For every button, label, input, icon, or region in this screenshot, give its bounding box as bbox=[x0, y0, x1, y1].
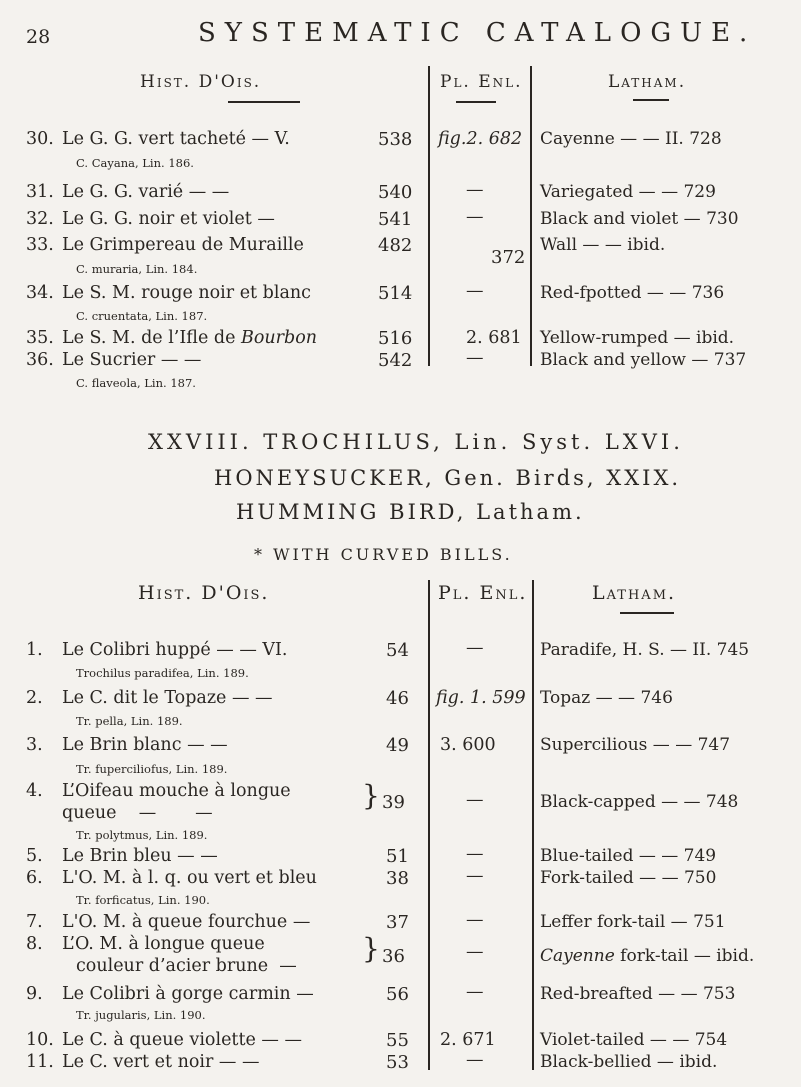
column-divider-2 bbox=[530, 66, 532, 366]
plate-ref: — bbox=[466, 180, 484, 200]
entry-linnaean: Tr. jugularis, Lin. 190. bbox=[76, 1008, 206, 1022]
entry-linnaean: Tr. pella, Lin. 189. bbox=[76, 714, 183, 728]
plate-ref: — bbox=[466, 281, 484, 301]
entry-index: 7. bbox=[26, 912, 43, 932]
latham-entry: Fork-tailed — — 750 bbox=[540, 868, 717, 888]
plate-ref: — bbox=[466, 1050, 484, 1070]
col-header-pl: Pl. Enl. bbox=[438, 582, 528, 604]
entry-number: 56 bbox=[386, 984, 409, 1005]
entry-index: 11. bbox=[26, 1052, 54, 1072]
running-head: SYSTEMATIC CATALOGUE. bbox=[198, 18, 757, 48]
entry-index: 8. bbox=[26, 934, 43, 954]
latham-entry: Red-fpotted — — 736 bbox=[540, 283, 725, 303]
entry-name: Le S. M. rouge noir et blanc bbox=[62, 283, 311, 303]
column-divider-2 bbox=[532, 580, 534, 1070]
entry-number: 53 bbox=[386, 1052, 409, 1073]
entry-number: 516 bbox=[378, 328, 413, 349]
genus-english-title-text: HONEYSUCKER, Gen. Birds, XXIX. bbox=[214, 466, 682, 490]
plate-ref: — bbox=[466, 866, 484, 886]
entry-number: 482 bbox=[378, 235, 413, 256]
entry-index: 32. bbox=[26, 209, 54, 229]
plate-ref: fig. 1. 599 bbox=[436, 688, 526, 708]
col-header-pl: Pl. Enl. bbox=[440, 72, 523, 92]
col-header-latham: Latham. bbox=[592, 582, 677, 604]
entry-name: Le Colibri huppé — — VI. bbox=[62, 640, 288, 660]
latham-entry: Wall — — ibid. bbox=[540, 235, 666, 255]
plate-ref: — bbox=[466, 207, 484, 227]
entry-number: 55 bbox=[386, 1030, 409, 1051]
latham-entry: Black and violet — 730 bbox=[540, 209, 739, 229]
entry-name-cont: couleur d’acier brune — bbox=[76, 956, 297, 976]
entry-name: Le Colibri à gorge carmin — bbox=[62, 984, 314, 1004]
col-header-hist: Hist. D'Ois. bbox=[140, 72, 262, 92]
plate-ref: — bbox=[466, 982, 484, 1002]
underline-pl bbox=[456, 101, 496, 103]
underline-latham bbox=[620, 612, 674, 614]
entry-linnaean: C. Cayana, Lin. 186. bbox=[76, 156, 194, 170]
entry-name: Le G. G. varié — — bbox=[62, 182, 230, 202]
entry-index: 36. bbox=[26, 350, 54, 370]
entry-index: 30. bbox=[26, 129, 54, 149]
genus-title bbox=[148, 430, 684, 454]
latham-entry: Black-capped — — 748 bbox=[540, 792, 739, 812]
entry-number: 51 bbox=[386, 846, 409, 867]
plate-ref: fig.2. 682 bbox=[438, 129, 523, 149]
genus-latham-title bbox=[236, 500, 585, 524]
entry-name: L'O. M. à l. q. ou vert et bleu bbox=[62, 868, 317, 888]
entry-number: 39 bbox=[382, 792, 405, 813]
latham-entry: Red-breafted — — 753 bbox=[540, 984, 736, 1004]
entry-name: L’O. M. à longue queue bbox=[62, 934, 265, 954]
entry-linnaean: Tr. polytmus, Lin. 189. bbox=[76, 828, 208, 842]
entry-name: Le Brin bleu — — bbox=[62, 846, 218, 866]
column-divider-1 bbox=[428, 66, 430, 366]
plate-ref: 2. 681 bbox=[466, 328, 522, 348]
entry-number: 514 bbox=[378, 283, 413, 304]
entry-linnaean: Tr. forficatus, Lin. 190. bbox=[76, 893, 210, 907]
entry-name: Le G. G. vert tacheté — V. bbox=[62, 129, 290, 149]
entry-number: 541 bbox=[378, 209, 413, 230]
latham-entry: Topaz — — 746 bbox=[540, 688, 673, 708]
entry-number: 538 bbox=[378, 129, 413, 150]
plate-ref: — bbox=[466, 348, 484, 368]
entry-number: 540 bbox=[378, 182, 413, 203]
entry-name: Le Brin blanc — — bbox=[62, 735, 228, 755]
entry-name: Le Grimpereau de Muraille bbox=[62, 235, 304, 255]
underline-hist bbox=[228, 101, 300, 103]
entry-linnaean: Tr. fuperciliofus, Lin. 189. bbox=[76, 762, 228, 776]
entry-number: 37 bbox=[386, 912, 409, 933]
plate-ref: 3. 600 bbox=[440, 735, 496, 755]
latham-entry: Cayenne — — II. 728 bbox=[540, 129, 722, 149]
plate-ref: — bbox=[466, 942, 484, 962]
latham-entry: Leffer fork-tail — 751 bbox=[540, 912, 726, 932]
entry-number: 38 bbox=[386, 868, 409, 889]
latham-entry: Cayenne fork-tail — ibid. bbox=[540, 946, 755, 966]
entry-number: 46 bbox=[386, 688, 409, 709]
entry-name: Le S. M. de l’Ifle de Bourbon bbox=[62, 328, 318, 348]
entry-name: Le C. dit le Topaze — — bbox=[62, 688, 273, 708]
latham-entry: Yellow-rumped — ibid. bbox=[540, 328, 735, 348]
brace: } bbox=[362, 779, 380, 812]
latham-entry: Black and yellow — 737 bbox=[540, 350, 747, 370]
genus-latham-title-text: HUMMING BIRD, Latham. bbox=[236, 500, 585, 524]
entry-index: 9. bbox=[26, 984, 43, 1004]
entry-number: 54 bbox=[386, 640, 409, 661]
entry-index: 35. bbox=[26, 328, 54, 348]
brace: } bbox=[362, 932, 380, 965]
subsection-title: * WITH CURVED BILLS. bbox=[254, 545, 513, 564]
plate-ref: — bbox=[466, 844, 484, 864]
entry-linnaean: C. cruentata, Lin. 187. bbox=[76, 309, 208, 323]
genus-title-text: XXVIII. TROCHILUS, Lin. Syst. LXVI. bbox=[148, 430, 684, 454]
genus-english-title bbox=[214, 466, 681, 490]
entry-name: Le C. à queue violette — — bbox=[62, 1030, 302, 1050]
latham-entry: Black-bellied — ibid. bbox=[540, 1052, 718, 1072]
plate-ref: — bbox=[466, 790, 484, 810]
entry-number: 49 bbox=[386, 735, 409, 756]
entry-linnaean: Trochilus paradifea, Lin. 189. bbox=[76, 666, 249, 680]
entry-index: 2. bbox=[26, 688, 43, 708]
entry-linnaean: C. flaveola, Lin. 187. bbox=[76, 376, 196, 390]
entry-index: 6. bbox=[26, 868, 43, 888]
entry-name: Le G. G. noir et violet — bbox=[62, 209, 275, 229]
entry-linnaean: C. muraria, Lin. 184. bbox=[76, 262, 198, 276]
entry-index: 1. bbox=[26, 640, 43, 660]
latham-entry: Supercilious — — 747 bbox=[540, 735, 731, 755]
entry-name: L’Oifeau mouche à longue bbox=[62, 781, 291, 801]
col-header-hist: Hist. D'Ois. bbox=[138, 582, 270, 604]
entry-index: 33. bbox=[26, 235, 54, 255]
underline-latham bbox=[633, 99, 669, 101]
entry-number: 36 bbox=[382, 946, 405, 967]
entry-index: 34. bbox=[26, 283, 54, 303]
plate-ref: — bbox=[466, 638, 484, 658]
entry-number: 542 bbox=[378, 350, 413, 371]
plate-ref: 372 bbox=[491, 247, 526, 268]
latham-entry: Violet-tailed — — 754 bbox=[540, 1030, 728, 1050]
entry-name: Le Sucrier — — bbox=[62, 350, 202, 370]
page-number: 28 bbox=[26, 26, 51, 48]
entry-name-cont: queue — — bbox=[62, 803, 213, 823]
latham-entry: Variegated — — 729 bbox=[540, 182, 716, 202]
col-header-latham: Latham. bbox=[608, 72, 687, 92]
latham-entry: Blue-tailed — — 749 bbox=[540, 846, 717, 866]
entry-index: 10. bbox=[26, 1030, 54, 1050]
entry-index: 5. bbox=[26, 846, 43, 866]
entry-name: Le C. vert et noir — — bbox=[62, 1052, 260, 1072]
latham-entry: Paradife, H. S. — II. 745 bbox=[540, 640, 750, 660]
entry-index: 31. bbox=[26, 182, 54, 202]
plate-ref: 2. 671 bbox=[440, 1030, 496, 1050]
entry-index: 4. bbox=[26, 781, 43, 801]
plate-ref: — bbox=[466, 910, 484, 930]
entry-name: L'O. M. à queue fourchue — bbox=[62, 912, 311, 932]
column-divider-1 bbox=[428, 580, 430, 1070]
entry-index: 3. bbox=[26, 735, 43, 755]
